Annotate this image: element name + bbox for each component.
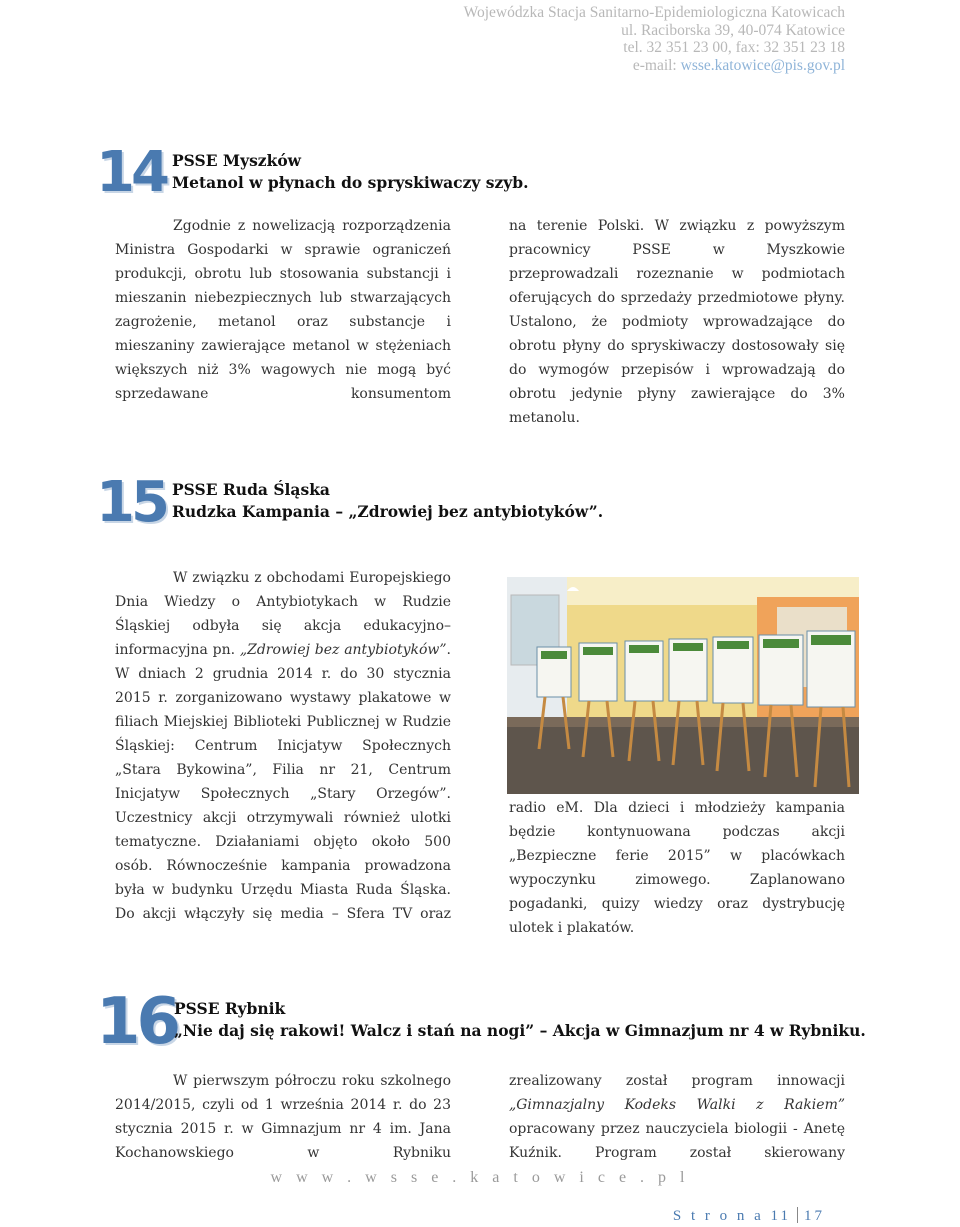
header-email-line [464, 57, 845, 75]
header-org: Wojewódzka Stacja Sanitarno-Epidemiologiczna Katowicach [463, 4, 845, 21]
section-16-right-text-a: zrealizowany został program innowacji [509, 1073, 845, 1089]
section-14-title [172, 150, 529, 194]
page-header [464, 4, 845, 74]
footer-page-label: S t r o n a [672, 1208, 764, 1224]
section-number-15: 15 [96, 470, 166, 535]
section-15-left-text-a: W związku z obchodami Europejskiego Dnia Wiedzy o Antybiotykach w Rudzie Śląskiej odbyła się akcja edukacyjno–informacyjna pn. [115, 570, 451, 658]
section-16-right-text-b: opracowany przez nauczyciela biologii - Anetę Kuźnik. Program został skierowany [509, 1121, 845, 1161]
section-15-right-column [509, 796, 845, 940]
section-16-left-text: W pierwszym półroczu roku szkolnego 2014/2015, czyli od 1 września 2014 r. do 23 stycznia 2015 r. w Gimnazjum nr 4 im. Jana Kochanowskiego w Rybniku [115, 1073, 451, 1161]
section-16-title [174, 998, 866, 1042]
section-15-title-line1: PSSE Ruda Śląska [172, 480, 330, 499]
section-15-left-column [115, 566, 451, 926]
section-15-left-text-em: „Zdrowiej bez antybiotyków” [239, 642, 447, 658]
footer-website: w w w . w s s e . k a t o w i c e . p l [270, 1169, 690, 1186]
header-phone: tel. 32 351 23 00, fax: 32 351 23 18 [623, 39, 845, 57]
section-number-14: 14 [96, 140, 166, 205]
exhibition-photo-graphic [507, 577, 859, 794]
section-14-right-text: na terenie Polski. W związku z powyższym pracownicy PSSE w Myszkowie przeprowadzali rozeznanie w podmiotach oferujących do sprzedaży przedmiotowe płyny. Ustalono, że podmioty wprowadzające do obrotu płyny do spryskiwaczy dostosowały się do wymogów przepisów i wprowadzają do obrotu jedynie płyny zawierające do 3% metanolu. [509, 218, 845, 426]
section-16-title-line1: PSSE Rybnik [174, 999, 286, 1018]
footer-page-total: 17 [804, 1208, 825, 1224]
section-16-right-text [509, 1069, 845, 1165]
section-15-right-text: radio eM. Dla dzieci i młodzieży kampania będzie kontynuowana podczas akcji „Bezpieczne ferie 2015” w placówkach wypoczynku zimowego. Zaplanowano pogadanki, quizy wiedzy oraz dystrybucję ulotek i plakatów. [509, 800, 845, 936]
section-16-title-line2: „Nie daj się rakowi! Walcz i stań na nogi” – Akcja w Gimnazjum nr 4 w Rybniku. [174, 1021, 866, 1040]
section-16-right-column [509, 1069, 845, 1165]
section-15-title [172, 479, 603, 523]
footer-page-separator [797, 1207, 798, 1223]
section-14-left-column [115, 214, 451, 406]
section-number-16: 16 [96, 985, 178, 1059]
section-14-right-column [509, 214, 845, 430]
section-15-title-line2: Rudzka Kampania – „Zdrowiej bez antybiotyków”. [172, 502, 604, 521]
footer-page-current: 11 [770, 1208, 791, 1224]
section-14-left-text: Zgodnie z nowelizacją rozporządzenia Ministra Gospodarki w sprawie ograniczeń produkcji, obrotu lub stosowania substancji i mieszanin niebezpiecznych lub stwarzających zagrożenie, metanol oraz substancje i mieszaniny zawierające metanol w stężeniach większych niż 3% wagowych nie mogą być sprzedawane konsumentom [115, 218, 451, 402]
section-15-left-text [115, 566, 451, 926]
section-15-left-text-b: . W dniach 2 grudnia 2014 r. do 30 stycznia 2015 r. zorganizowano wystawy plakatowe w filiach Miejskiej Biblioteki Publicznej w Rudzie Śląskiej: Centrum Inicjatyw Społecznych „Stara Bykowina”, Filia nr 21, Centrum Inicjatyw Społecznych „Stary Orzegów”. Uczestnicy akcji otrzymywali również ulotki tematyczne. Działaniami objęto około 500 osób. Równocześnie kampania prowadzona była w budynku Urzędu Miasta Ruda Śląska. Do akcji włączyły się media – Sfera TV oraz [115, 642, 451, 922]
exhibition-photo [507, 577, 859, 794]
section-14-title-line2: Metanol w płynach do spryskiwaczy szyb. [172, 173, 529, 192]
section-16-left-column [115, 1069, 451, 1165]
header-email-link[interactable]: wsse.katowice@pis.gov.pl [680, 56, 845, 74]
header-address: ul. Raciborska 39, 40-074 Katowice [621, 21, 845, 39]
header-email-label: e-mail: [632, 56, 681, 74]
section-16-right-text-em: „Gimnazjalny Kodeks Walki z Rakiem” [509, 1097, 845, 1113]
footer-page-number [673, 1207, 825, 1225]
section-14-title-line1: PSSE Myszków [172, 151, 302, 170]
